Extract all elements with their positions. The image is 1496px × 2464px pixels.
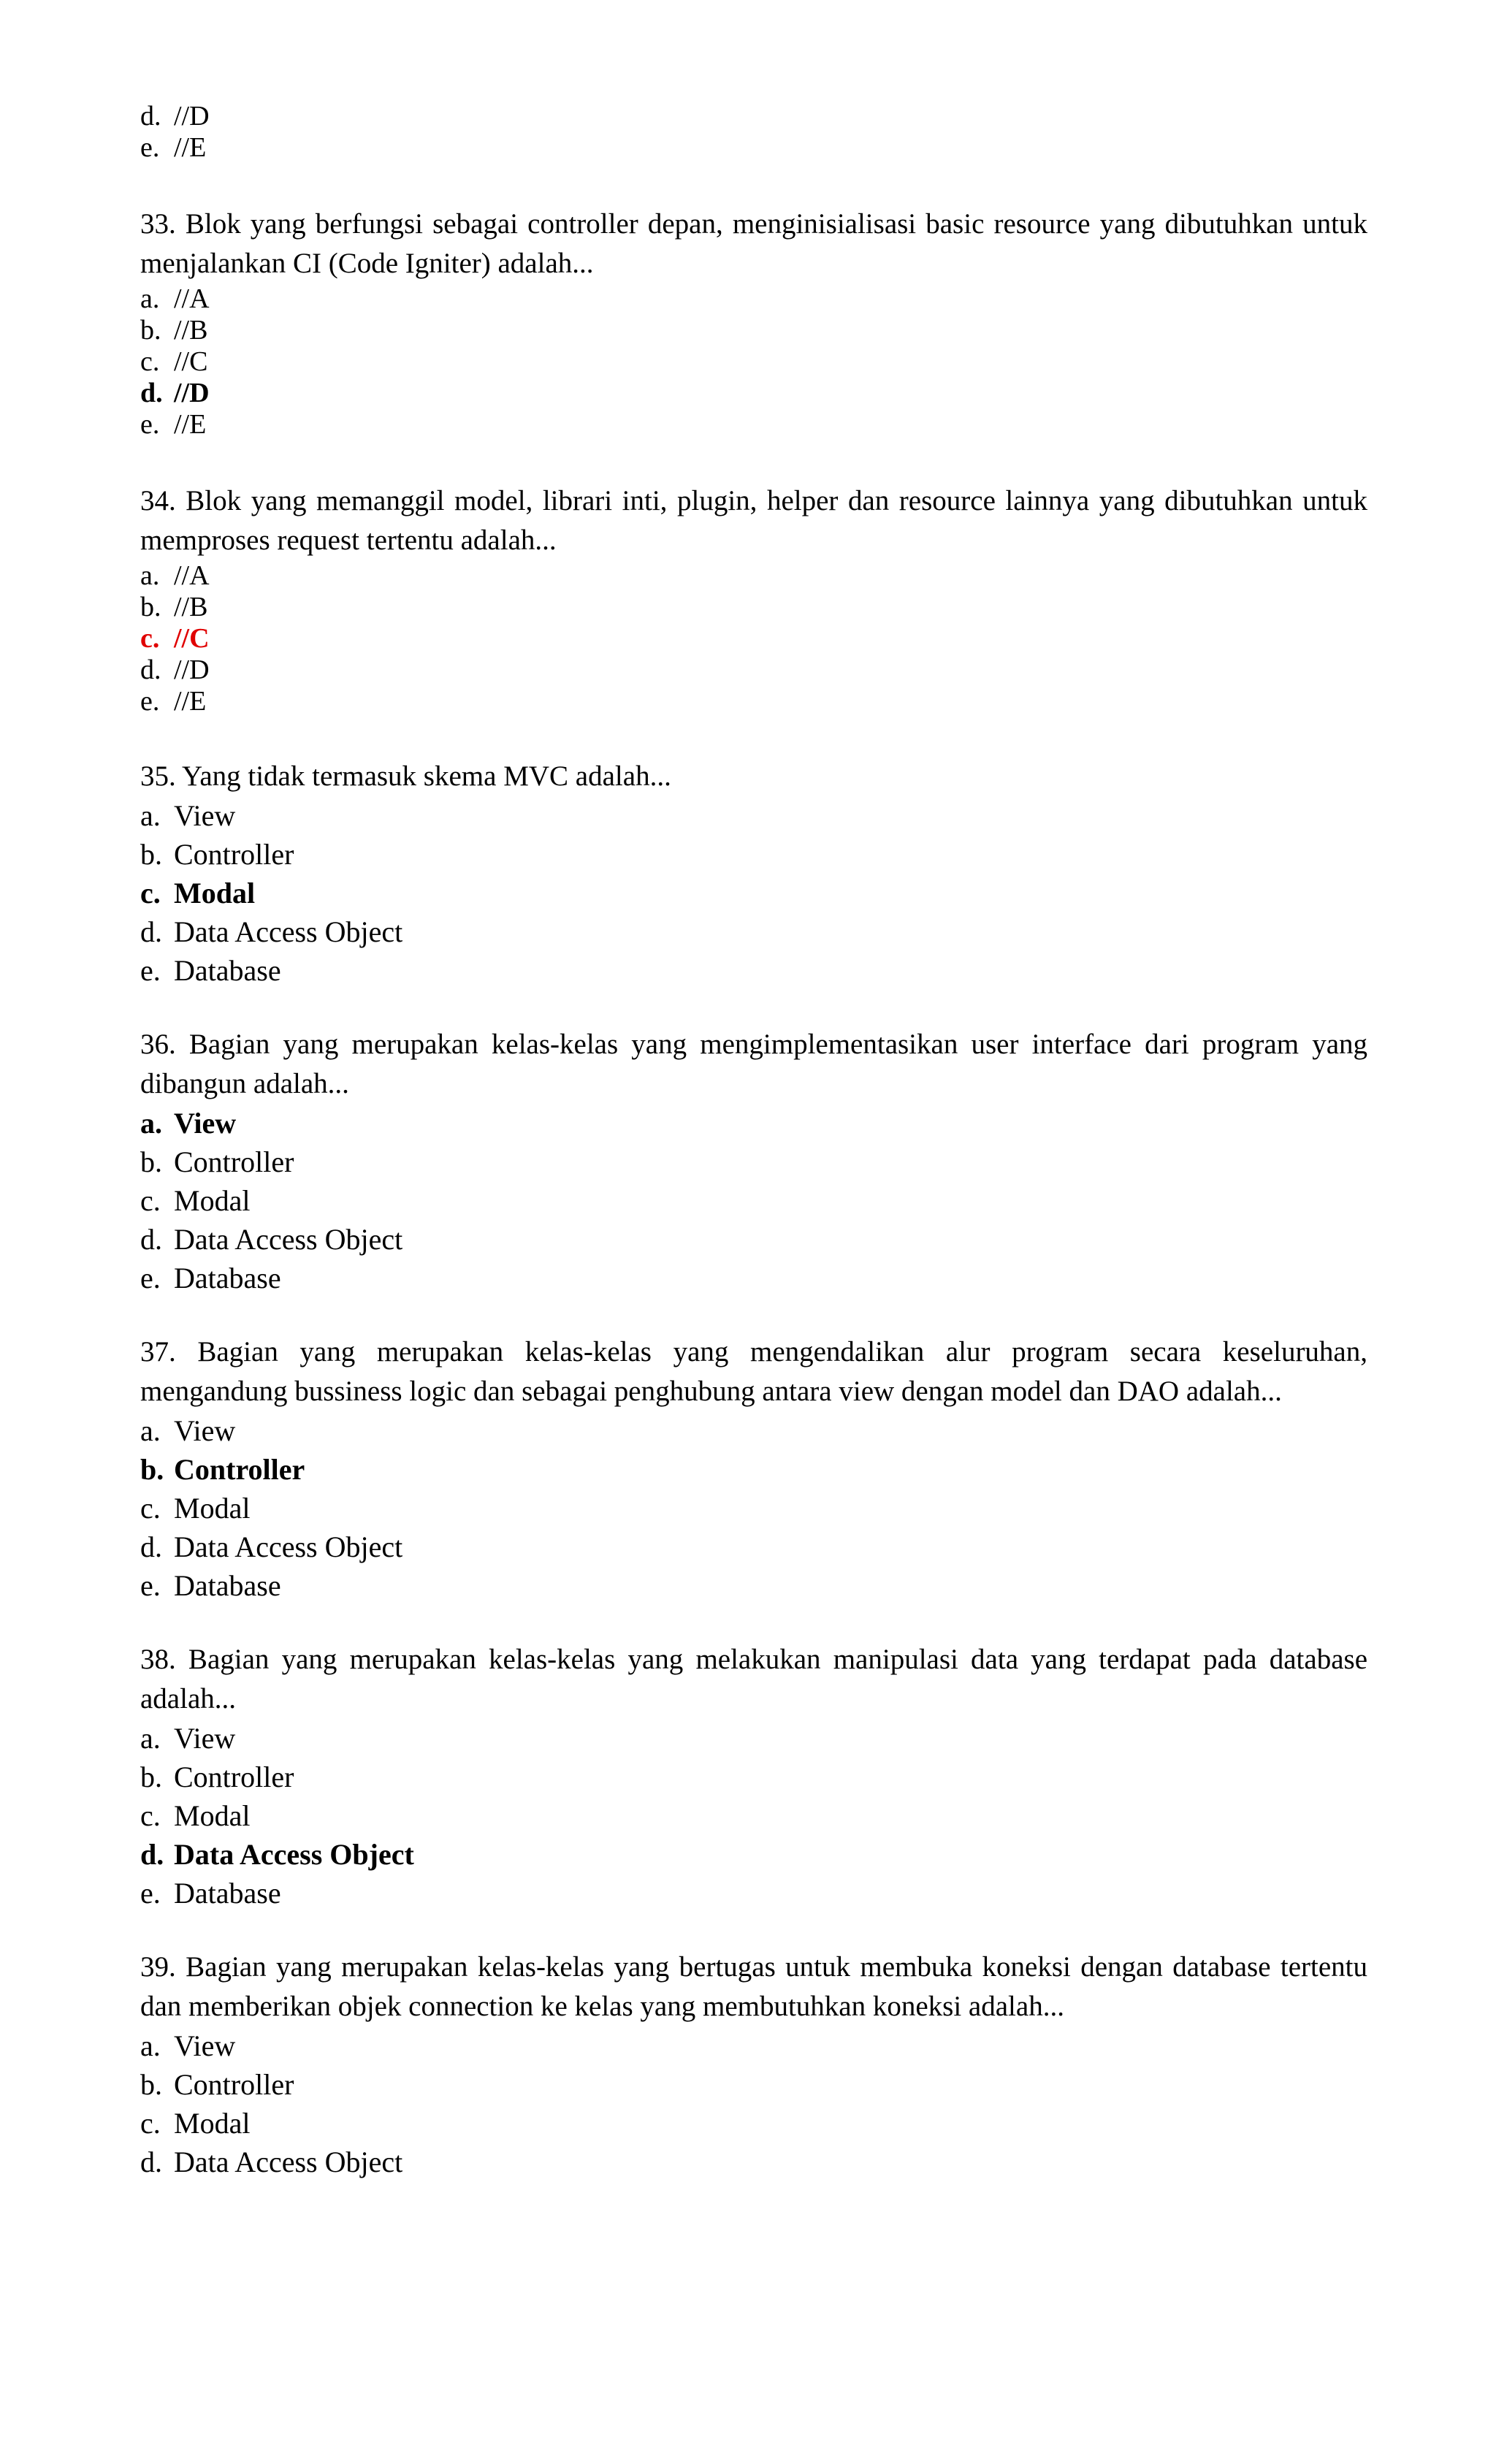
option-item: a. View xyxy=(140,2029,236,2062)
option-item: c. //C xyxy=(140,346,208,377)
option-item: e. //E xyxy=(140,686,207,717)
option-item: e. Database xyxy=(140,1262,281,1294)
option-item: a. //A xyxy=(140,560,210,591)
option-item: d. Data Access Object xyxy=(140,915,403,948)
question-35: 35. Yang tidak termasuk skema MVC adalah... xyxy=(140,760,671,792)
option-item: e. Database xyxy=(140,954,281,987)
option-item: b. Controller xyxy=(140,1145,294,1178)
answer-option: c. //C xyxy=(140,623,210,654)
option-item: d. //D xyxy=(140,655,210,685)
option-item: d. Data Access Object xyxy=(140,2145,403,2178)
option-item: c. Modal xyxy=(140,2107,251,2140)
option-item: a. //A xyxy=(140,283,210,314)
option-item: e. Database xyxy=(140,1877,281,1910)
option-item: a. View xyxy=(140,799,236,832)
option-item: d. Data Access Object xyxy=(140,1223,403,1256)
question-39: 39. Bagian yang merupakan kelas-kelas yang bertugas untuk membuka koneksi dengan database tertentu dan memberikan objek connection ke kelas yang membutuhkan koneksi adalah... xyxy=(140,1951,1367,2022)
option-item: c. Modal xyxy=(140,1184,251,1217)
option-item: a. View xyxy=(140,1414,236,1447)
option-item: b. //B xyxy=(140,592,208,622)
option-item: b. Controller xyxy=(140,2068,294,2101)
answer-option: b. Controller xyxy=(140,1453,305,1486)
question-36: 36. Bagian yang merupakan kelas-kelas yang mengimplementasikan user interface dari program yang dibangun adalah... xyxy=(140,1029,1367,1099)
answer-option: d. Data Access Object xyxy=(140,1838,414,1871)
option-item: d. //D xyxy=(140,101,210,131)
option-item: c. Modal xyxy=(140,1799,251,1832)
quiz-content xyxy=(140,101,1367,2181)
question-34: 34. Blok yang memanggil model, librari inti, plugin, helper dan resource lainnya yang dibutuhkan untuk memproses request tertentu adalah... xyxy=(140,485,1367,556)
option-item: e. //E xyxy=(140,132,207,163)
option-item: d. Data Access Object xyxy=(140,1530,403,1563)
option-item: e. Database xyxy=(140,1569,281,1602)
question-33: 33. Blok yang berfungsi sebagai controller depan, menginisialisasi basic resource yang dibutuhkan untuk menjalankan CI (Code Igniter) adalah... xyxy=(140,208,1367,279)
option-item: c. Modal xyxy=(140,1492,251,1525)
option-item: b. Controller xyxy=(140,838,294,871)
option-item: e. //E xyxy=(140,409,207,440)
question-37: 37. Bagian yang merupakan kelas-kelas yang mengendalikan alur program secara keseluruhan, mengandung bussiness logic dan sebagai penghubung antara view dengan model dan DAO adalah... xyxy=(140,1336,1367,1407)
answer-option: a. View xyxy=(140,1107,237,1140)
answer-option: c. Modal xyxy=(140,877,256,909)
answer-option: d. //D xyxy=(140,378,210,408)
question-38: 38. Bagian yang merupakan kelas-kelas yang melakukan manipulasi data yang terdapat pada database adalah... xyxy=(140,1644,1367,1714)
option-item: b. //B xyxy=(140,315,208,346)
option-item: a. View xyxy=(140,1722,236,1755)
option-item: b. Controller xyxy=(140,1761,294,1793)
